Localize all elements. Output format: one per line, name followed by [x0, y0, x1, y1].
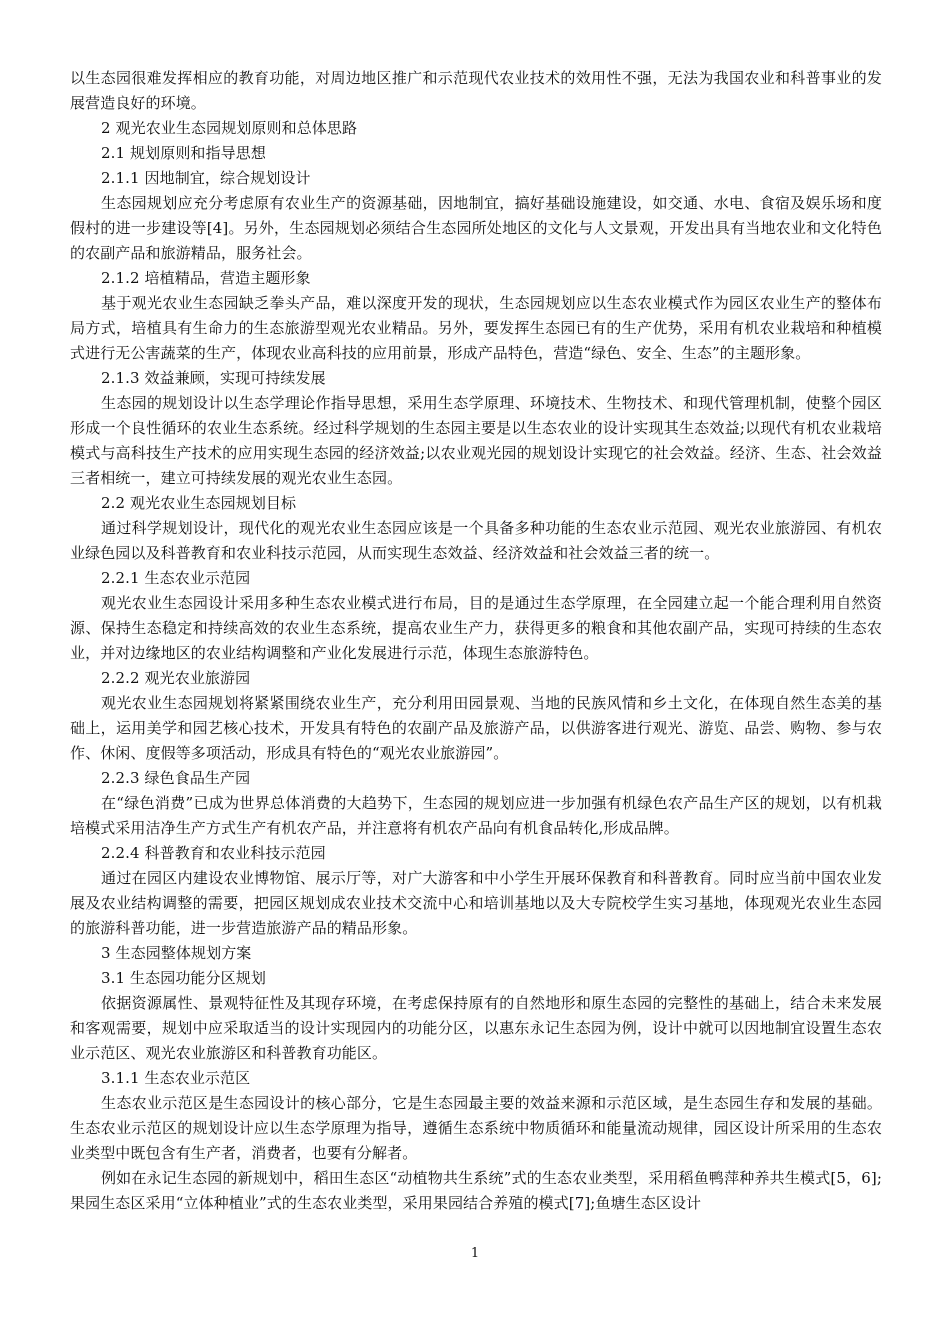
paragraph: 通过科学规划设计，现代化的观光农业生态园应该是一个具备多种功能的生态农业示范园、观光农业旅游园、有机农业绿色园以及科普教育和农业科技示范园，从而实现生态效益、经济效益和社会效益三者的统一。: [70, 519, 882, 562]
section-heading: 2 观光农业生态园规划原则和总体思路: [101, 119, 358, 137]
section-heading: 3.1.1 生态农业示范区: [101, 1069, 251, 1087]
paragraph: 观光农业生态园设计采用多种生态农业模式进行布局，目的是通过生态学原理，在全园建立起一个能合理利用自然资源、保持生态稳定和持续高效的农业生态系统，提高农业生产力，获得更多的粮食和其他农副产品，实现可持续的生态农业，并对边缘地区的农业结构调整和产业化发展进行示范，体现生态旅游特色。: [70, 594, 882, 662]
page-number: 1: [470, 1246, 480, 1261]
section-heading: 2.1 规划原则和指导思想: [101, 144, 266, 162]
section-heading: 2.2 观光农业生态园规划目标: [101, 494, 297, 512]
paragraph: 例如在永记生态园的新规划中，稻田生态区“动植物共生系统”式的生态农业类型，采用稻鱼鸭萍种养共生模式[5，6];果园生态区采用“立体种植业”式的生态农业类型，采用果园结合养殖的模式[7];鱼塘生态区设计: [70, 1169, 882, 1212]
section-heading: 2.1.3 效益兼顾，实现可持续发展: [101, 369, 326, 387]
section-heading: 2.2.1 生态农业示范园: [101, 569, 251, 587]
paragraph: 生态农业示范区是生态园设计的核心部分，它是生态园最主要的效益来源和示范区域，是生态园生存和发展的基础。生态农业示范区的规划设计应以生态学原理为指导，遵循生态系统中物质循环和能量流动规律，园区设计所采用的生态农业类型中既包含有生产者，消费者，也要有分解者。: [70, 1094, 882, 1162]
paragraph: 观光农业生态园规划将紧紧围绕农业生产，充分利用田园景观、当地的民族风情和乡土文化，在体现自然生态美的基础上，运用美学和园艺核心技术，开发具有特色的农副产品及旅游产品，以供游客进行观光、游览、品尝、购物、参与农作、休闲、度假等多项活动，形成具有特色的“观光农业旅游园”。: [70, 694, 882, 762]
section-heading: 2.2.4 科普教育和农业科技示范园: [101, 844, 326, 862]
document-body: [70, 66, 882, 1216]
section-heading: 3 生态园整体规划方案: [101, 944, 252, 962]
section-heading: 2.2.3 绿色食品生产园: [101, 769, 251, 787]
paragraph: 生态园规划应充分考虑原有农业生产的资源基础，因地制宜，搞好基础设施建设，如交通、水电、食宿及娱乐场和度假村的进一步建设等[4]。另外，生态园规划必须结合生态园所处地区的文化与人文景观，开发出具有当地农业和文化特色的农副产品和旅游精品，服务社会。: [70, 194, 882, 262]
section-heading: 2.1.1 因地制宜，综合规划设计: [101, 169, 311, 187]
paragraph: 基于观光农业生态园缺乏拳头产品，难以深度开发的现状，生态园规划应以生态农业模式作为园区农业生产的整体布局方式，培植具有生命力的生态旅游型观光农业精品。另外，要发挥生态园已有的生产优势，采用有机农业栽培和种植模式进行无公害蔬菜的生产，体现农业高科技的应用前景，形成产品特色，营造“绿色、安全、生态”的主题形象。: [70, 294, 882, 362]
paragraph: 以生态园很难发挥相应的教育功能，对周边地区推广和示范现代农业技术的效用性不强，无法为我国农业和科普事业的发展营造良好的环境。: [70, 69, 882, 112]
paragraph: 依据资源属性、景观特征性及其现存环境，在考虑保持原有的自然地形和原生态园的完整性的基础上，结合未来发展和客观需要，规划中应采取适当的设计实现园内的功能分区，以惠东永记生态园为例，设计中就可以因地制宜设置生态农业示范区、观光农业旅游区和科普教育功能区。: [70, 994, 882, 1062]
paragraph: 在“绿色消费”已成为世界总体消费的大趋势下，生态园的规划应进一步加强有机绿色农产品生产区的规划，以有机栽培模式采用洁净生产方式生产有机农产品，并注意将有机农产品向有机食品转化,形成品牌。: [70, 794, 882, 837]
section-heading: 2.1.2 培植精品，营造主题形象: [101, 269, 311, 287]
section-heading: 3.1 生态园功能分区规划: [101, 969, 266, 987]
section-heading: 2.2.2 观光农业旅游园: [101, 669, 251, 687]
paragraph: 通过在园区内建设农业博物馆、展示厅等，对广大游客和中小学生开展环保教育和科普教育。同时应当前中国农业发展及农业结构调整的需要，把园区规划成农业技术交流中心和培训基地以及大专院校学生实习基地，体现观光农业生态园的旅游科普功能，进一步营造旅游产品的精品形象。: [70, 869, 882, 937]
paragraph: 生态园的规划设计以生态学理论作指导思想，采用生态学原理、环境技术、生物技术、和现代管理机制，使整个园区形成一个良性循环的农业生态系统。经过科学规划的生态园主要是以生态农业的设计实现其生态效益;以现代有机农业栽培模式与高科技生产技术的应用实现生态园的经济效益;以农业观光园的规划设计实现它的社会效益。经济、生态、社会效益三者相统一，建立可持续发展的观光农业生态园。: [70, 394, 882, 487]
